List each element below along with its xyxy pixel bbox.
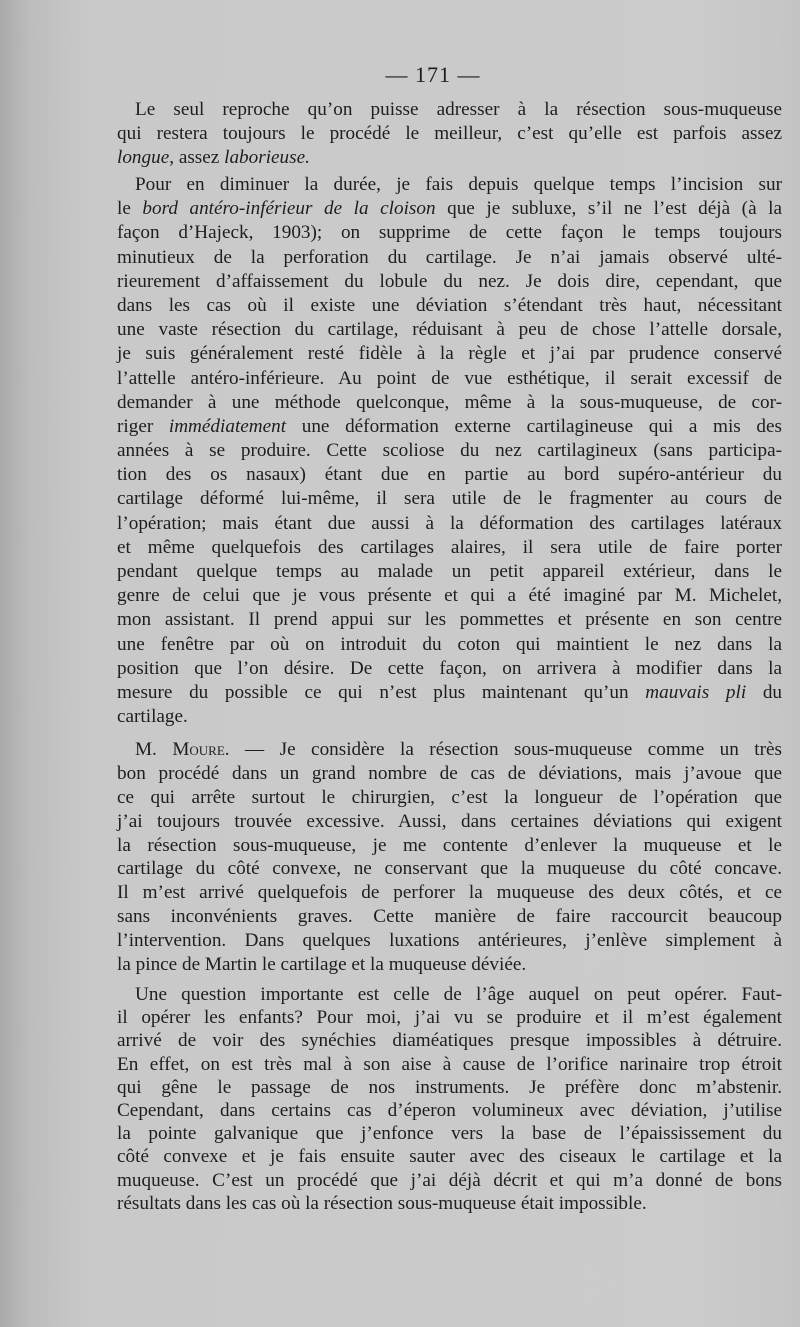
- text-line: [117, 1122, 782, 1145]
- text-line: [117, 98, 782, 122]
- text-line: [117, 367, 782, 391]
- text-line: [117, 810, 782, 834]
- text-line: [117, 857, 782, 881]
- text-line: [117, 1029, 782, 1052]
- text-run: bon procédé dans un grand nombre de cas de déviations, mais j’avoue que: [117, 762, 782, 784]
- text-line: [117, 1076, 782, 1099]
- text-run: j’ai toujours trouvée excessive. Aussi, dans certaines déviations qui exigent: [117, 810, 782, 832]
- text-run: pendant quelque temps au malade un petit appareil extérieur, dans le: [117, 561, 782, 582]
- text-line: [117, 1145, 782, 1168]
- text-run: façon d’Hajeck, 1903); on supprime de cette façon le temps toujours: [117, 222, 782, 244]
- text-line: [117, 487, 782, 511]
- text-line: [117, 463, 782, 487]
- text-run: Le seul reproche qu’on puisse adresser à la résection sous-muqueuse: [135, 99, 782, 120]
- text-run: Cependant, dans certains cas d’éperon volumineux avec déviation, j’utilise: [117, 1099, 782, 1121]
- text-run: qui gêne le passage de nos instruments. Je préfère donc m’abstenir.: [117, 1076, 782, 1098]
- paragraph: [117, 173, 782, 729]
- text-line: [117, 536, 782, 560]
- text-run: rieurement d’affaissement du lobule du nez. Je dois dire, cependant, que: [117, 270, 782, 292]
- text-run: l’opération; mais étant due aussi à la déformation des cartilages latéraux: [117, 512, 782, 534]
- text-run: il opérer les enfants? Pour moi, j’ai vu se produire et il m’est également: [117, 1007, 782, 1029]
- text-run: côté convexe et je fais ensuite sauter avec des ciseaux le cartilage et la: [117, 1146, 782, 1168]
- text-run: mesure du possible ce qui n’est plus maintenant qu’un: [117, 681, 646, 703]
- text-run: années à se produire. Cette scoliose du nez cartilagineux (sans participa-: [117, 440, 782, 462]
- text-run: riger: [117, 415, 169, 437]
- text-run: cartilage.: [117, 706, 188, 728]
- text-line: [117, 221, 782, 245]
- text-line: [117, 122, 782, 146]
- text-line: [117, 1169, 782, 1192]
- text-run: cartilage du côté convexe, ne conservant que la muqueuse du côté concave.: [117, 858, 782, 880]
- text-line: [117, 905, 782, 929]
- text-run: . — Je considère la résection sous-muqueuse comme un très: [224, 739, 783, 760]
- text-run: sans inconvénients graves. Cette manière de faire raccourcit beaucoup: [117, 906, 782, 928]
- text-run: je suis généralement resté fidèle à la règle et j’ai par prudence conservé: [117, 343, 782, 365]
- text-run: Il m’est arrivé quelquefois de perforer la muqueuse des deux côtés, et ce: [117, 882, 782, 904]
- text-line: [117, 929, 782, 953]
- italic-text: longue: [117, 147, 170, 168]
- text-run: arrivé de voir des synéchies diaméatiques presque impossibles à détruire.: [117, 1030, 782, 1052]
- text-line: [117, 197, 782, 221]
- text-line: [117, 318, 782, 342]
- text-run: Une question importante est celle de l’âge auquel on peut opérer. Faut-: [135, 984, 782, 1005]
- text-line: [117, 953, 782, 977]
- text-line: [117, 146, 782, 170]
- text-run: ce qui arrête surtout le chirurgien, c’est la longueur de l’opération que: [117, 786, 782, 808]
- page-number: — 171 —: [385, 62, 481, 87]
- text-run: cartilage déformé lui-même, il sera utile de le fragmenter au cours de: [117, 488, 782, 510]
- text-run: que je subluxe, s’il ne l’est déjà (à la: [435, 198, 782, 220]
- text-run: , assez: [169, 147, 225, 168]
- text-line: [117, 834, 782, 858]
- text-run: genre de celui que je vous présente et qui a été imaginé par M. Michelet,: [117, 585, 782, 607]
- text-run: le: [117, 198, 143, 220]
- italic-text: immédiatement: [168, 415, 287, 437]
- paragraph: [117, 738, 782, 977]
- text-line: [117, 681, 782, 705]
- text-run: dans les cas où il existe une déviation s’étendant très haut, nécessitant: [117, 294, 782, 316]
- text-line: [117, 584, 782, 608]
- italic-text: laborieuse.: [224, 147, 310, 168]
- text-line: [117, 294, 782, 318]
- paragraph: [117, 983, 782, 1215]
- text-run: position que l’on désire. De cette façon, on arrivera à modifier dans la: [117, 657, 782, 679]
- text-run: une fenêtre par où on introduit du coton qui maintient le nez dans la: [117, 633, 782, 655]
- text-run: muqueuse. C’est un procédé que j’ai déjà décrit et qui m’a donné de bons: [117, 1169, 782, 1191]
- text-run: la résection sous-muqueuse, je me contente d’enlever la muqueuse et le: [117, 834, 782, 856]
- text-line: [117, 415, 782, 439]
- text-run: demander à une méthode quelconque, même à la sous-muqueuse, de cor-: [117, 391, 782, 413]
- text-line: [117, 560, 782, 584]
- text-line: [117, 786, 782, 810]
- text-run: tion des os nasaux) étant due en partie au bord supéro-antérieur du: [117, 464, 782, 486]
- text-run: l’intervention. Dans quelques luxations antérieures, j’enlève simplement à: [117, 930, 782, 952]
- text-run: qui restera toujours le procédé le meilleur, c’est qu’elle est parfois assez: [117, 123, 782, 144]
- text-line: [117, 391, 782, 415]
- text-line: [117, 1006, 782, 1029]
- text-run: M.: [135, 739, 173, 760]
- text-line: [117, 762, 782, 786]
- italic-text: mauvais pli: [645, 681, 747, 703]
- text-line: [117, 657, 782, 681]
- text-run: Pour en diminuer la durée, je fais depuis quelque temps l’incision sur: [135, 174, 782, 195]
- text-line: [117, 705, 782, 729]
- text-line: [117, 738, 782, 762]
- text-line: [117, 608, 782, 632]
- text-run: En effet, on est très mal à son aise à cause de l’orifice narinaire trop étroit: [117, 1053, 782, 1075]
- text-line: [117, 342, 782, 366]
- paragraph: [117, 98, 782, 170]
- text-run: mon assistant. Il prend appui sur les pommettes et présente en son centre: [117, 609, 782, 631]
- speaker-name: Moure: [172, 739, 225, 760]
- text-line: [117, 246, 782, 270]
- text-run: résultats dans les cas où la résection sous-muqueuse était impossible.: [117, 1192, 647, 1214]
- text-line: [117, 1192, 782, 1215]
- italic-text: bord antéro-inférieur de la cloison: [142, 198, 436, 220]
- text-run: une vaste résection du cartilage, réduisant à peu de chose l’attelle dorsale,: [117, 319, 782, 341]
- text-run: minutieux de la perforation du cartilage. Je n’ai jamais observé ulté-: [117, 246, 782, 268]
- text-line: [117, 1053, 782, 1076]
- text-run: une déformation externe cartilagineuse qui a mis des: [286, 415, 782, 437]
- text-line: [117, 983, 782, 1006]
- text-run: du: [746, 681, 783, 703]
- text-run: la pointe galvanique que j’enfonce vers la base de l’épaississement du: [117, 1123, 782, 1145]
- text-run: la pince de Martin le cartilage et la muqueuse déviée.: [117, 954, 527, 976]
- text-line: [117, 512, 782, 536]
- text-run: l’attelle antéro-inférieure. Au point de vue esthétique, il serait excessif de: [117, 367, 782, 389]
- text-line: [117, 633, 782, 657]
- text-line: [117, 439, 782, 463]
- text-run: et même quelquefois des cartilages alaires, il sera utile de faire porter: [117, 536, 782, 558]
- text-line: [117, 270, 782, 294]
- text-line: [117, 173, 782, 197]
- text-line: [117, 1099, 782, 1122]
- text-line: [117, 881, 782, 905]
